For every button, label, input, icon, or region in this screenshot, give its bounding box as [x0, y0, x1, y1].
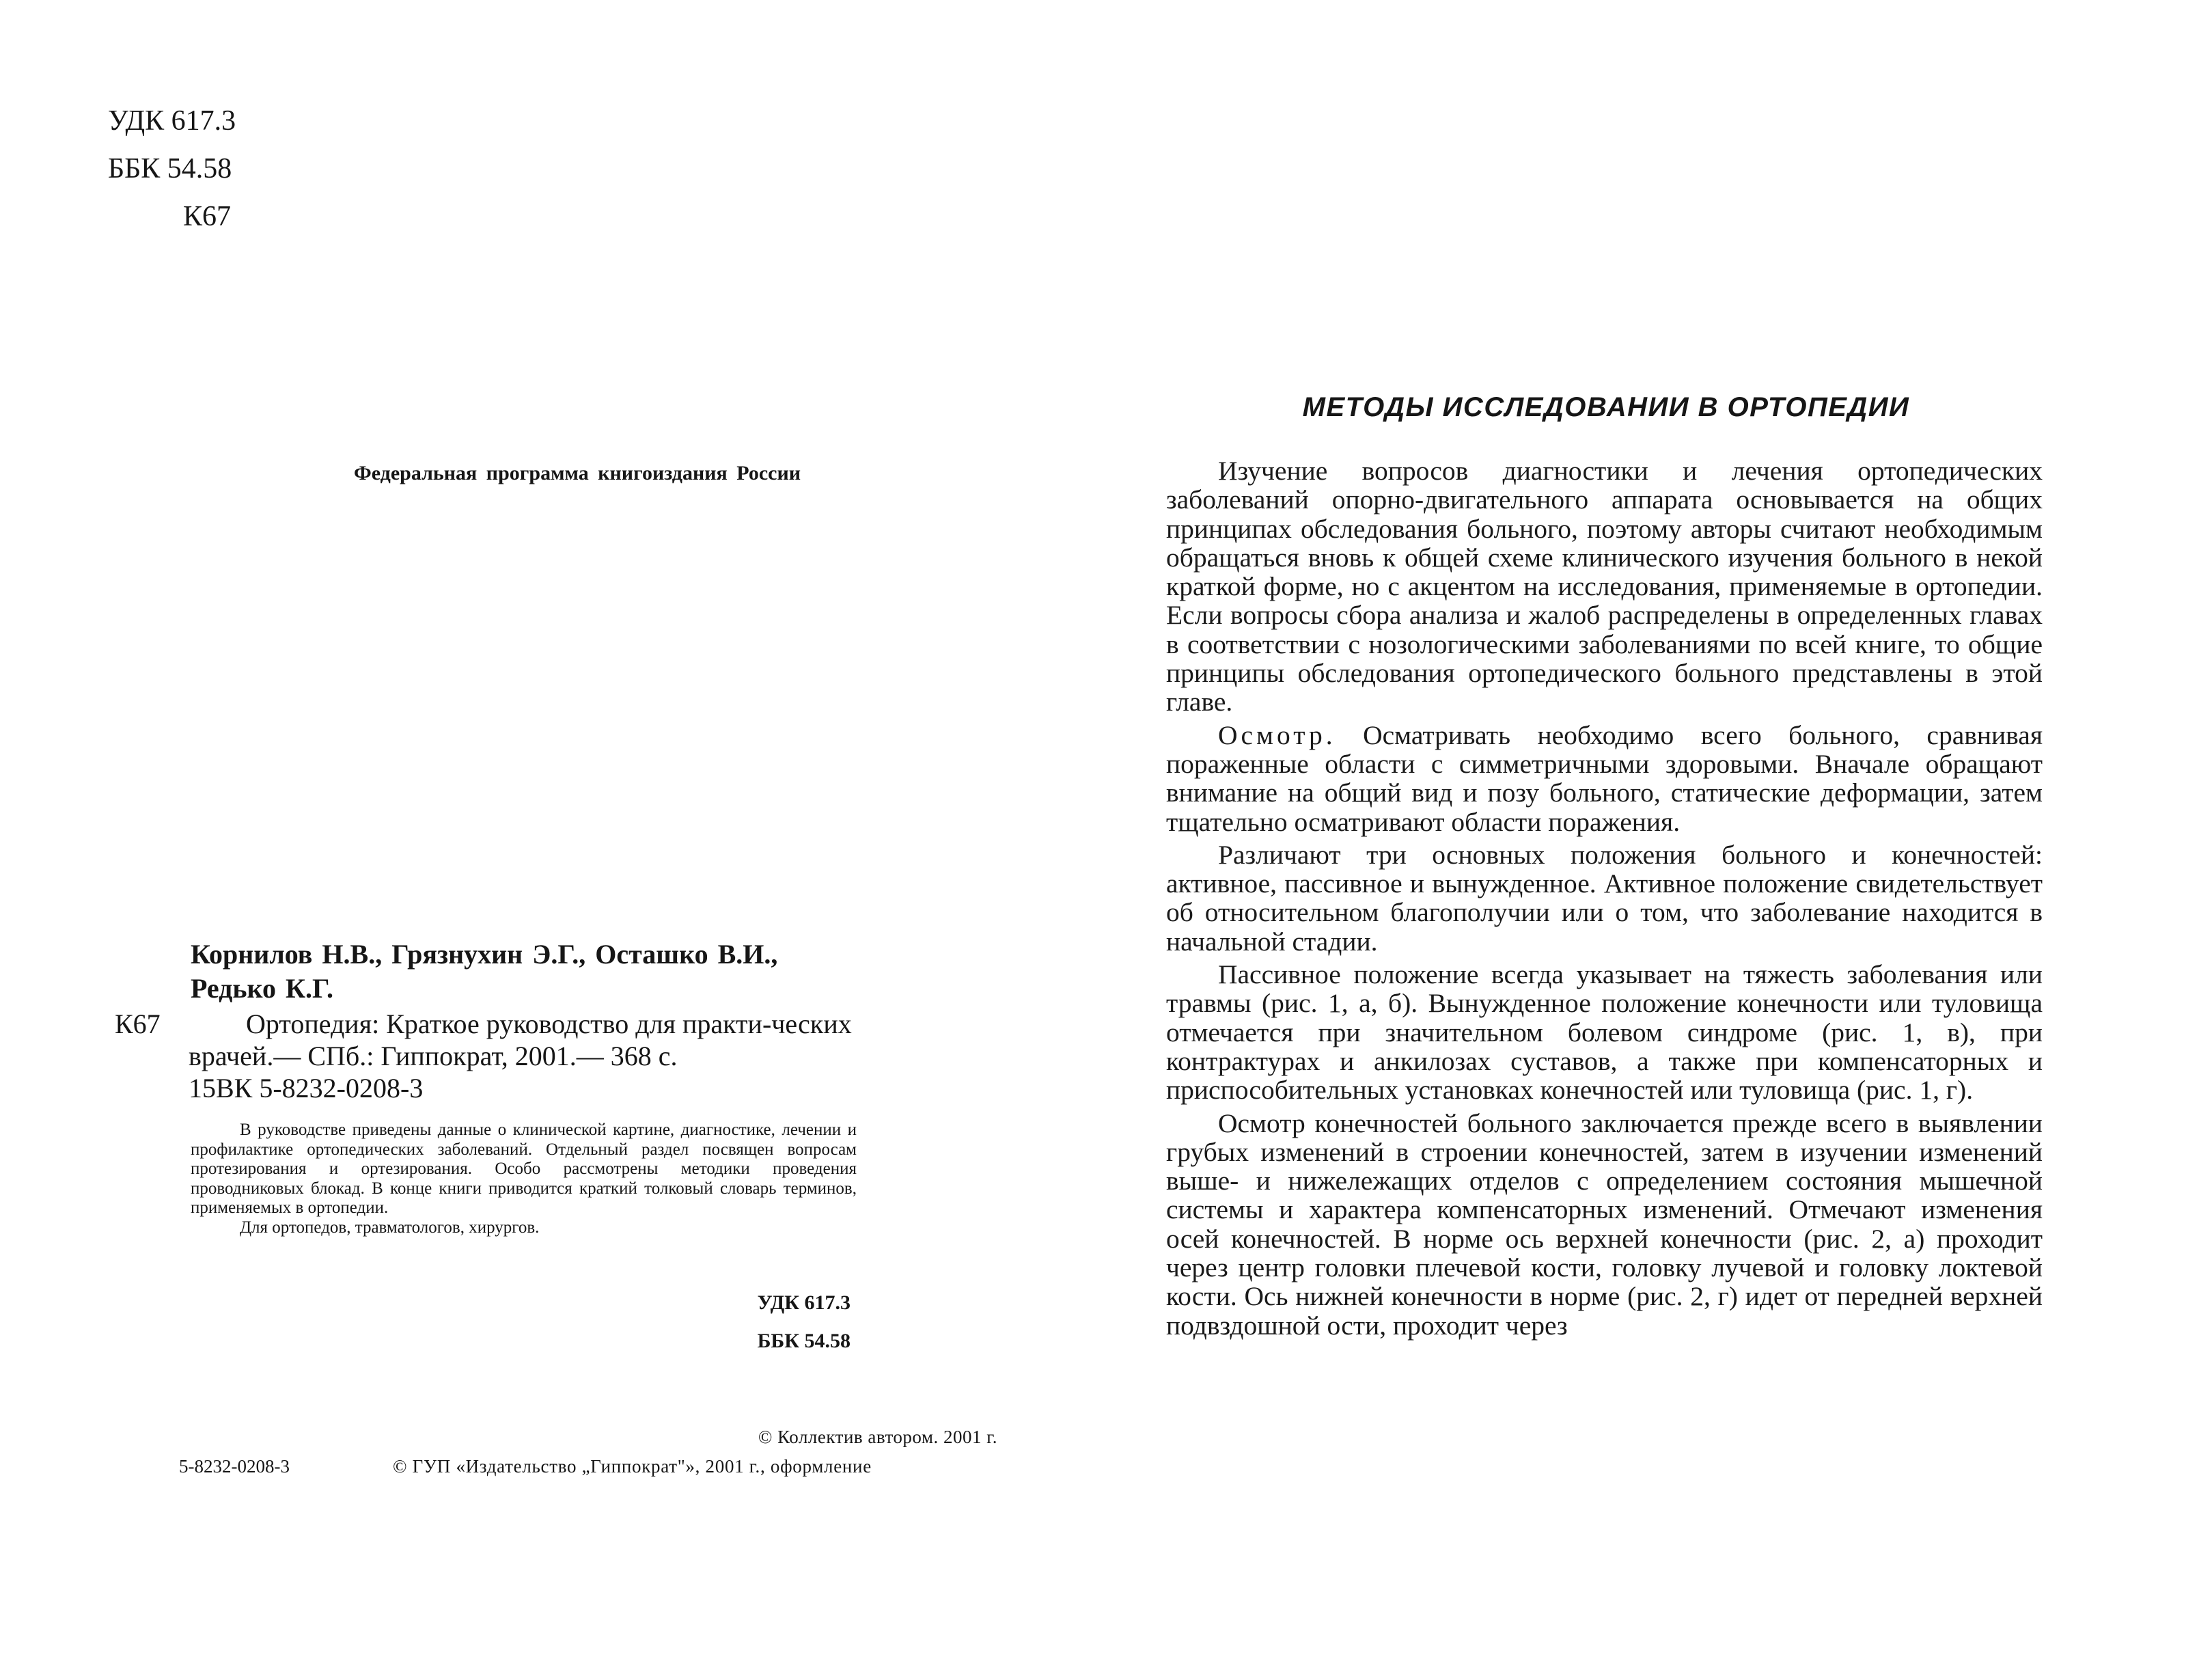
annotation-text: В руководстве приведены данные о клинической картине, диагностике, лечении и профилактике ортопедических заболеваний. Отдельный раздел посвящен вопросам протезирования и ортезирования. Особо рассмотрены методики проведения проводниковых блокад. В конце книги приводится краткий толковый словарь терминов, применяемых в ортопедии.: [191, 1121, 857, 1217]
author-mark: К67: [183, 201, 232, 232]
chapter-body: [1166, 456, 2043, 1344]
chapter-heading: МЕТОДЫ ИССЛЕДОВАНИИ В ОРТОПЕДИИ: [1302, 392, 1910, 422]
paragraph-positions: Различают три основных положения больного и конечностей: активное, пассивное и вынужденное. Активное положение свидетельствует об относительном благополучии или о том, что заболевание находится в начальной стадии.: [1166, 839, 2043, 957]
annotation-audience: Для ортопедов, травматологов, хирургов.: [240, 1218, 540, 1237]
catalog-isbn: 15ВК 5-8232-0208-3: [189, 1073, 424, 1103]
federal-program-note: Федеральная программа книгоиздания России: [353, 462, 801, 484]
paragraph-osmotr: [1166, 721, 2043, 836]
copyright-authors: © Коллектив автором. 2001 г.: [758, 1427, 997, 1447]
copyright-publisher: © ГУП «Издательство „Гиппократ"», 2001 г., оформление: [393, 1456, 872, 1477]
annotation: [191, 1121, 857, 1237]
osmotr-label: Осмотр.: [1218, 719, 1336, 750]
bbk-bottom: ББК 54.58: [757, 1330, 851, 1352]
catalog-code: К67: [115, 1008, 161, 1039]
classification-block: [108, 97, 236, 241]
catalog-body: [189, 1008, 865, 1104]
isbn-bottom: 5-8232-0208-3: [179, 1456, 290, 1477]
paragraph-limbs: Осмотр конечностей больного заключается прежде всего в выявлении грубых изменений в строении конечностей, затем в изучении изменений выше- и нижележащих отделов с определением состояния мышечной системы и характера компенсаторных изменений. Отмечают изменения осей конечностей. В норме ось верхней конечности (рис. 2, а) проходит через центр головки плечевой кости, головку лучевой и головку локтевой кости. Ось нижней конечности в норме (рис. 2, г) идет от передней верхней подвздошной ости, проходит через: [1166, 1108, 2043, 1341]
udk-bottom: УДК 617.3: [757, 1291, 851, 1314]
catalog-title: Ортопедия: Краткое руководство для практи-ческих врачей.— СПб.: Гиппократ, 2001.— 368 с.: [189, 1008, 852, 1071]
paragraph-passive: Пассивное положение всегда указывает на тяжесть заболевания или травмы (рис. 1, а, б). Вынужденное положение конечности или туловища отмечается при значительном болевом синдроме (рис. 1, в), при контрактурах и анкилозах суставов, а также при компенсаторных и приспособительных установках конечностей или туловища (рис. 1, г).: [1166, 959, 2043, 1106]
bbk-code: ББК 54.58: [108, 153, 232, 184]
udk-code: УДК 617.3: [108, 105, 236, 137]
paragraph-intro: Изучение вопросов диагностики и лечения ортопедических заболеваний опорно-двигательного аппарата основывается на общих принципах обследования больного, поэтому авторы считают необходимым обращаться вновь к общей схеме клинического изучения больного в некой краткой форме, но с акцентом на исследования, применяемые в ортопедии. Если вопросы сбора анализа и жалоб распределены в определенных главах в соответствии с нозологическими заболеваниями по всей книге, то общие принципы обследования ортопедического больного представлены в этой главе.: [1166, 456, 2043, 717]
osmotr-text: Осматривать необходимо всего больного, сравнивая пораженные области с симметричными здоровыми. Вначале обращают внимание на общий вид и позу больного, статические деформации, затем тщательно осматривают области поражения.: [1166, 719, 2043, 837]
authors-line: Корнилов Н.В., Грязнухин Э.Г., Осташко В.И., Редько К.Г.: [191, 939, 778, 1004]
